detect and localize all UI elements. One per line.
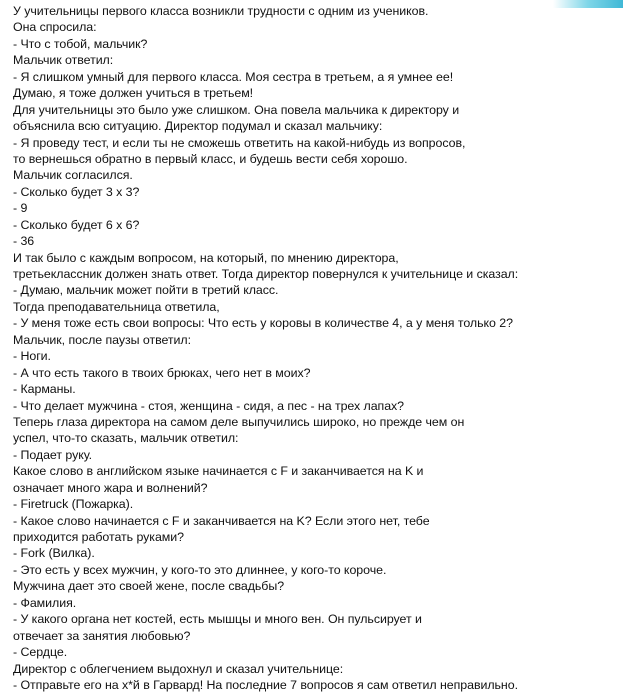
text-line: У учительницы первого класса возникли трудности с одним из учеников. (13, 4, 429, 18)
text-line: - Карманы. (13, 382, 76, 397)
text-line: Мужчина дает это своей жене, после свадьбы? (13, 579, 285, 594)
text-line: Мальчик, после паузы ответил: (13, 332, 191, 347)
text-line: объяснила всю ситуацию. Директор подумал и сказал мальчику: (13, 119, 383, 134)
text-line: - Что делает мужчина - стоя, женщина - сидя, а пес - на трех лапах? (13, 398, 405, 413)
text-line: И так было с каждым вопросом, на который, по мнению директора, (13, 250, 399, 265)
text-line: Думаю, я тоже должен учиться в третьем! (13, 86, 254, 101)
text-line: - Fork (Вилка). (13, 546, 95, 561)
text-line: означает много жара и волнений? (13, 480, 208, 495)
text-line: Теперь глаза директора на самом деле выпучились широко, но прежде чем он (13, 414, 465, 429)
text-line: Для учительницы это было уже слишком. Она повела мальчика к директору и (13, 102, 460, 117)
text-line: - Фамилия. (13, 595, 77, 610)
text-line: Какое слово в английском языке начинается с F и заканчивается на K и (13, 464, 424, 479)
text-line: то вернешься обратно в первый класс, и будешь вести себя хорошо. (13, 151, 408, 166)
text-line: Директор с облегчением выдохнул и сказал учительнице: (13, 661, 344, 676)
text-line: - 36 (13, 234, 35, 249)
text-line: Она спросила: (13, 20, 97, 35)
text-line: Тогда преподавательница ответила, (13, 299, 220, 314)
text-line: - Какое слово начинается с F и заканчивается на K? Если этого нет, тебе (13, 513, 430, 528)
text-line: - Сердце. (13, 645, 68, 660)
text-line: - А что есть такого в твоих брюках, чего нет в моих? (13, 365, 311, 380)
text-line: - У меня тоже есть свои вопросы: Что есть у коровы в количестве 4, а у меня только 2? (13, 316, 513, 331)
text-line: - 9 (13, 201, 28, 216)
text-line: приходится работать руками? (13, 530, 184, 544)
text-line: - Сколько будет 3 x 3? (13, 184, 140, 199)
text-line: - Firetruck (Пожарка). (13, 497, 134, 512)
text-line: - У какого органа нет костей, есть мышцы и много вен. Он пульсирует и (13, 612, 422, 627)
text-line: - Я проведу тест, и если ты не сможешь ответить на какой-нибудь из вопросов, (13, 135, 466, 150)
text-line: успел, что-то сказать, мальчик ответил: (13, 431, 239, 446)
text-line: - Это есть у всех мужчин, у кого-то это длиннее, у кого-то короче. (13, 562, 387, 577)
text-line: - Отправьте его на х*й в Гарвард! На последние 7 вопросов я сам ответил неправильно. (13, 677, 518, 692)
text-line: - Я слишком умный для первого класса. Моя сестра в третьем, а я умнее ее! (13, 69, 454, 84)
text-line: - Сколько будет 6 x 6? (13, 217, 140, 232)
text-line: Мальчик согласился. (13, 168, 133, 183)
text-line: - Что с тобой, мальчик? (13, 36, 148, 51)
text-line: - Ноги. (13, 349, 51, 364)
text-line: - Думаю, мальчик может пойти в третий класс. (13, 283, 279, 298)
text-line: отвечает за занятия любовью? (13, 628, 191, 643)
text-line: - Подает руку. (13, 447, 93, 462)
joke-text-block (13, 3, 618, 693)
text-line: третьеклассник должен знать ответ. Тогда директор повернулся к учительнице и сказал: (13, 267, 519, 281)
text-line: Мальчик ответил: (13, 53, 114, 68)
